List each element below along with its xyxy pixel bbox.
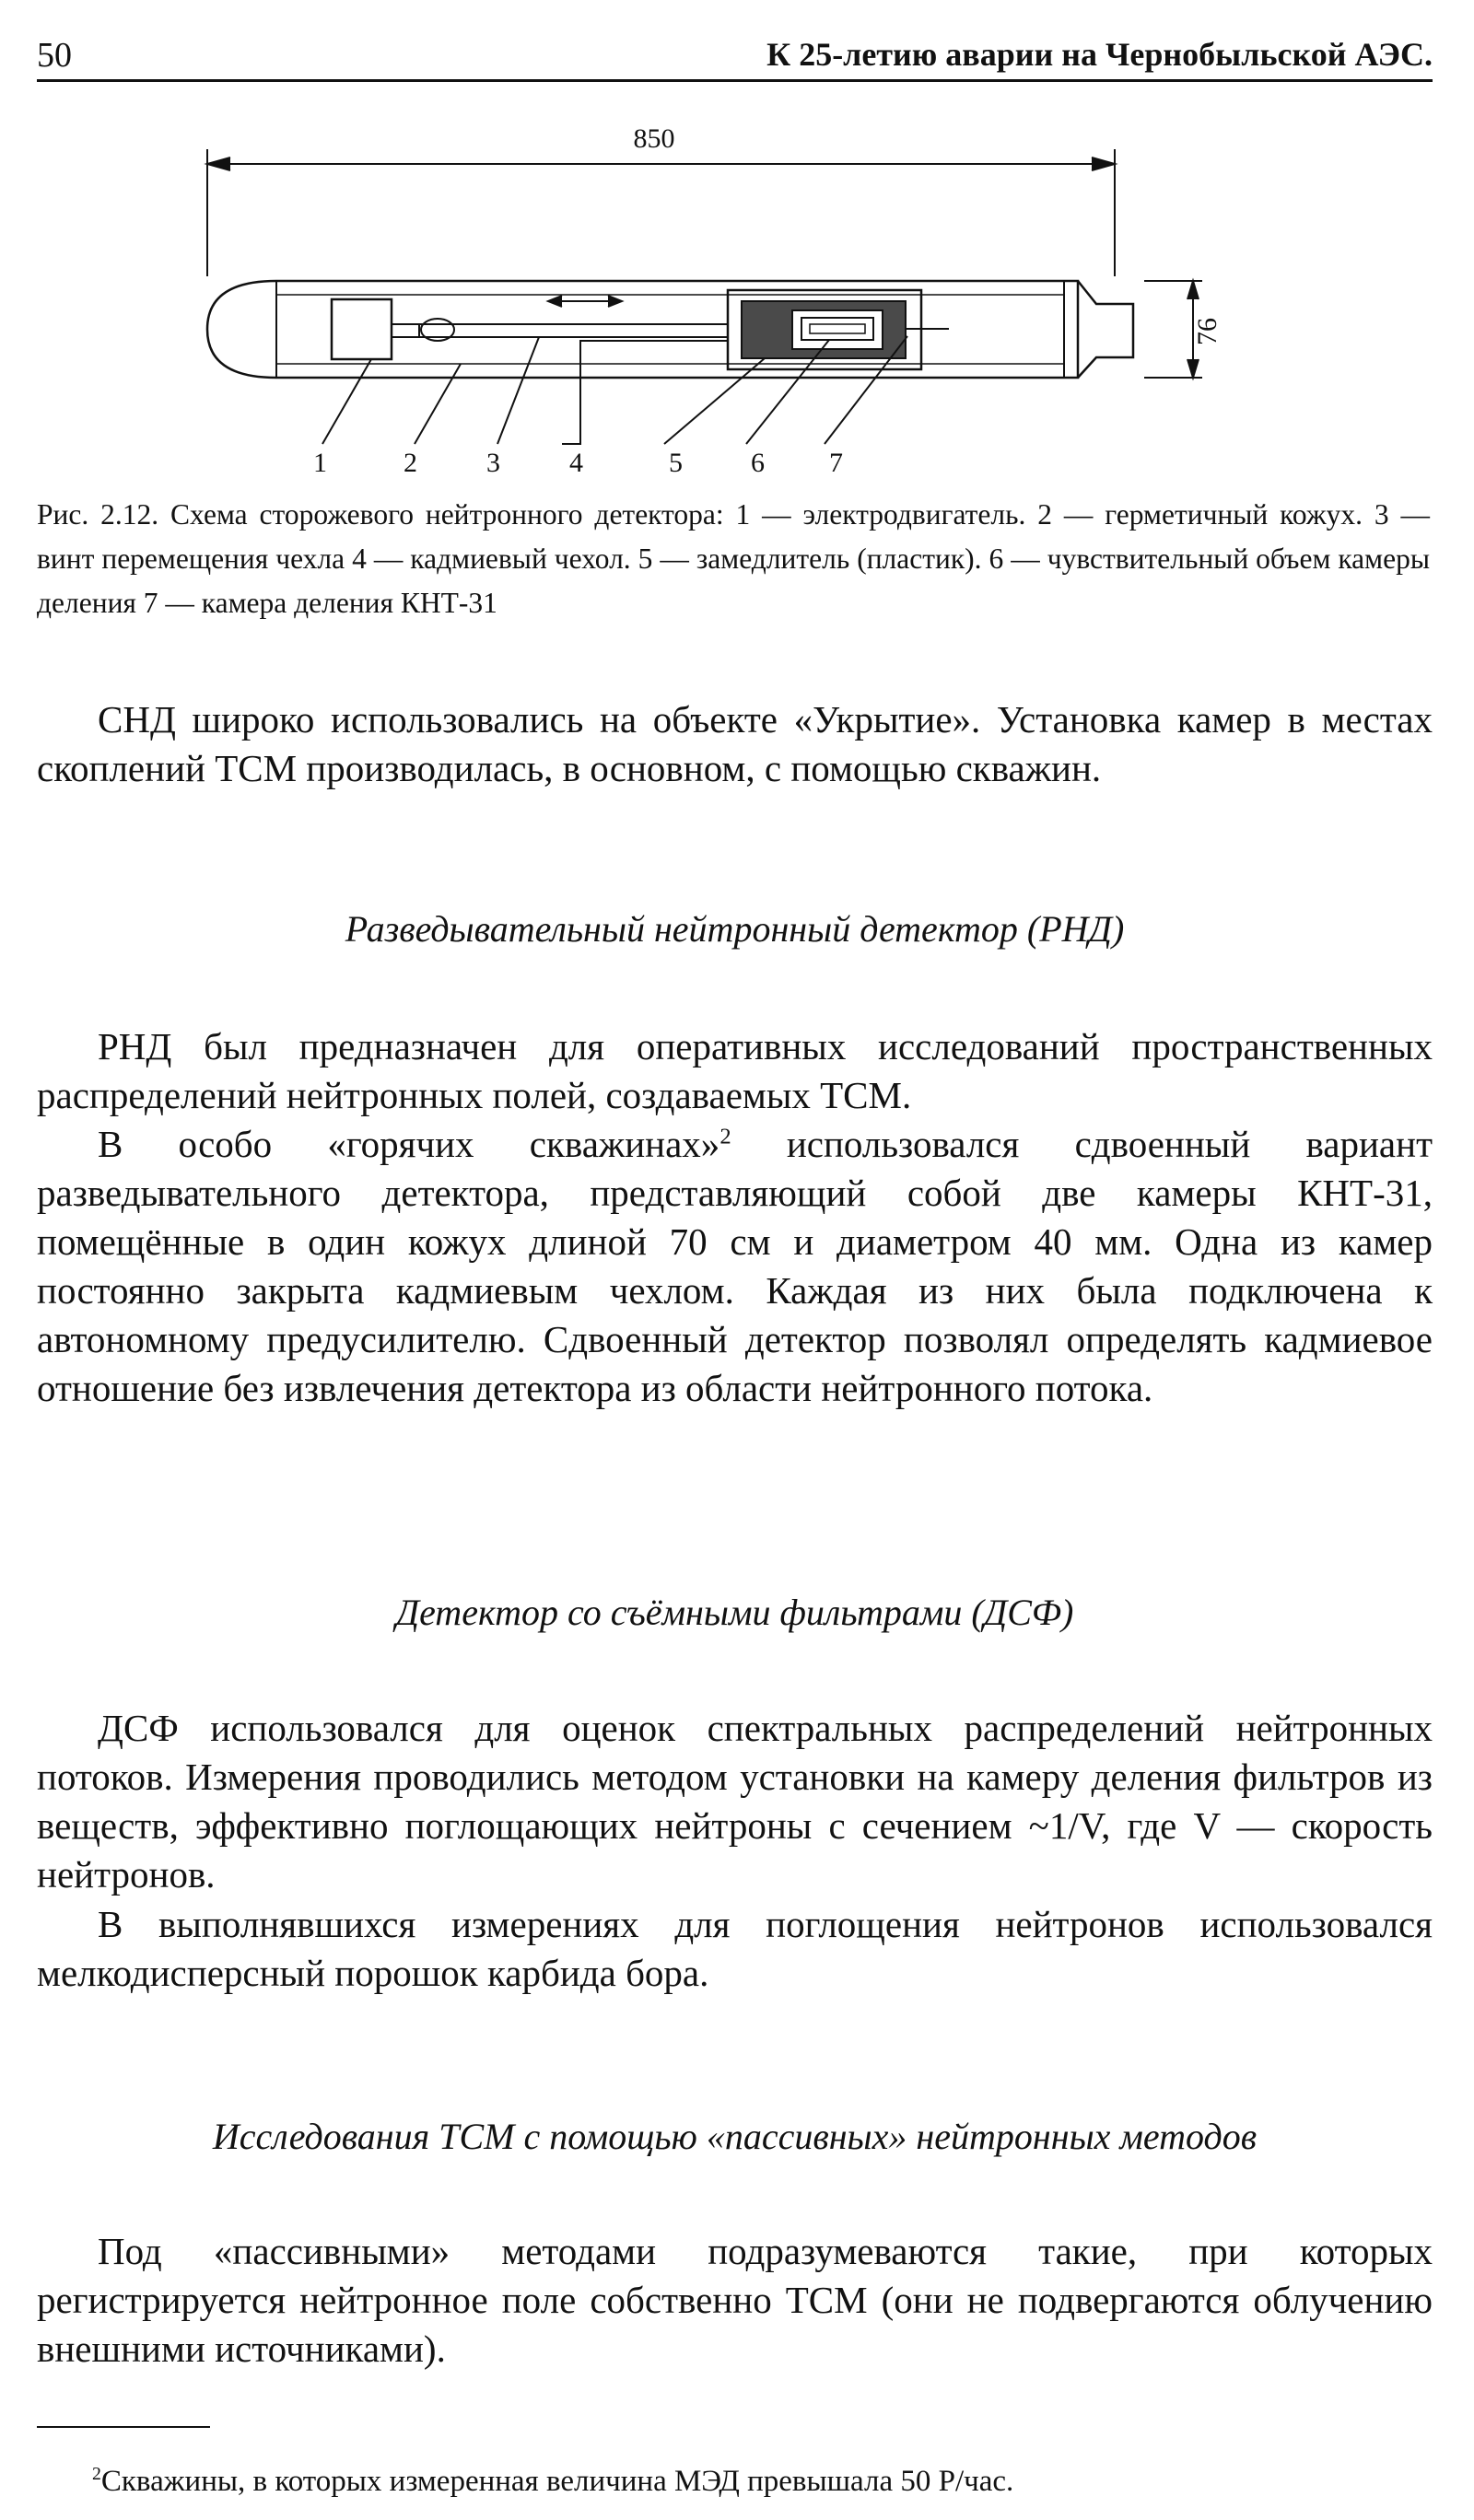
arrow-up <box>1187 281 1199 299</box>
header-rule <box>37 79 1433 82</box>
connector-end <box>1078 281 1133 378</box>
footnote-ref: 2 <box>719 1124 731 1149</box>
motor-block <box>332 299 392 359</box>
paragraph-3-rest: использовался сдвоенный вариант разведывательного детектора, представляющий собой две камеры КНТ-31, помещённые в один кожух длиной 70 см и диаметром 40 мм. Одна из камер постоянно закрыта кадмиевым чехлом. Каждая из них была подключена к автономному предусилителю. Сдвоенный детектор позволял определять кадмиевое отношение без извлечения детектора из области нейтронного потока. <box>37 1123 1433 1409</box>
diameter-label: 76 <box>1192 318 1222 345</box>
section-heading-dsf: Детектор со съёмными фильтрами (ДСФ) <box>395 1592 1074 1633</box>
footnote-text: Скважины, в которых измеренная величина МЭД превышала 50 Р/час. <box>100 2465 1014 2498</box>
footnote <box>92 2465 1013 2499</box>
arrow-left <box>207 158 230 170</box>
figure-caption: Рис. 2.12. Схема сторожевого нейтронного детектора: 1 — электродвигатель. 2 — герметичный кожух. 3 — винт перемещения чехла 4 — кадмиевый чехол. 5 — замедлитель (пластик). 6 — чувствительный объем камеры деления 7 — камера деления КНТ-31 <box>37 498 1430 619</box>
sensitive-volume-core <box>810 324 865 333</box>
section-heading-rnd: Разведывательный нейтронный детектор (РНД) <box>345 908 1125 950</box>
arrow-right <box>1092 158 1115 170</box>
leader-2 <box>415 364 461 444</box>
leader-5 <box>664 358 765 444</box>
paragraph-4: ДСФ использовался для оценок спектральных распределений нейтронных потоков. Измерения проводились методом установки на камеру деления фильтров из веществ, эффективно поглощающих нейтроны с сечением ~1/V, где V — скорость нейтронов. <box>37 1707 1433 1896</box>
motor-coupling <box>392 324 419 337</box>
page-number: 50 <box>37 36 72 75</box>
paragraph-6: Под «пассивными» методами подразумеваются такие, при которых регистрируется нейтронное поле собственно ТСМ (они не подвергаются облучению внешними источниками). <box>37 2230 1433 2370</box>
leader-1 <box>322 359 371 444</box>
paragraph-3-start: В особо «горячих скважинах» <box>98 1123 720 1165</box>
running-title: К 25-летию аварии на Чернобыльской АЭС. <box>766 36 1433 73</box>
footnote-mark: 2 <box>92 2464 101 2484</box>
leader-3 <box>497 337 539 444</box>
part-label-7: 7 <box>829 448 843 478</box>
part-label-3: 3 <box>486 448 500 478</box>
page-header <box>37 28 1433 81</box>
motion-arrow-left-head <box>548 296 562 307</box>
part-label-1: 1 <box>313 448 327 478</box>
paragraph-1: СНД широко использовались на объекте «Укрытие». Установка камер в местах скоплений ТСМ производилась, в основном, с помощью скважин. <box>37 698 1433 789</box>
motion-arrow-right-head <box>608 296 622 307</box>
part-label-4: 4 <box>569 448 583 478</box>
footnote-rule <box>37 2426 210 2428</box>
detector-diagram <box>184 111 1244 479</box>
paragraph-2: РНД был предназначен для оперативных исследований пространственных распределений нейтронных полей, создаваемых ТСМ. <box>37 1025 1433 1116</box>
section-heading-passive: Исследования ТСМ с помощью «пассивных» нейтронных методов <box>212 2116 1258 2157</box>
paragraph-3 <box>37 1120 1433 1413</box>
length-label: 850 <box>633 123 675 154</box>
detector-diagram-svg <box>184 111 1244 479</box>
part-label-5: 5 <box>669 448 683 478</box>
paragraph-5: В выполнявшихся измерениях для поглощения нейтронов использовался мелкодисперсный порошок карбида бора. <box>37 1903 1433 1994</box>
arrow-down <box>1187 359 1199 378</box>
part-label-2: 2 <box>404 448 417 478</box>
part-label-6: 6 <box>751 448 765 478</box>
leader-4 <box>562 341 728 444</box>
